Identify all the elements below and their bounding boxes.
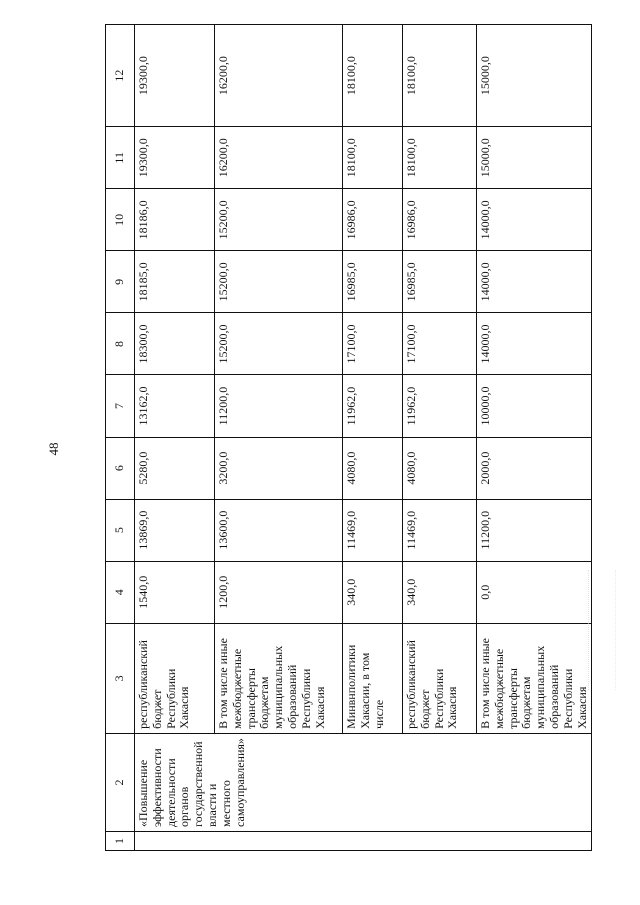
value-cell: 14000,0 — [477, 251, 592, 313]
value-cell: 16986,0 — [343, 189, 403, 251]
value-cell: 11200,0 — [477, 499, 592, 561]
table-row — [135, 25, 215, 851]
value-cell: 18300,0 — [135, 313, 215, 375]
page-number: 48 — [46, 442, 61, 456]
value-cell: 15000,0 — [477, 127, 592, 189]
value-cell: 340,0 — [403, 561, 477, 623]
value-cell: 15200,0 — [215, 251, 343, 313]
value-cell: 10000,0 — [477, 375, 592, 437]
column-number: 8 — [106, 313, 135, 375]
column-number: 4 — [106, 561, 135, 623]
table-row — [477, 25, 592, 851]
value-cell: 18100,0 — [343, 25, 403, 127]
program-name-cell: «Повышение эффективности деятельности органов государственной власти и местного самоуправления» — [135, 733, 592, 831]
value-cell: 13869,0 — [135, 499, 215, 561]
value-cell: 14000,0 — [477, 313, 592, 375]
value-cell: 18185,0 — [135, 251, 215, 313]
value-cell: 11962,0 — [403, 375, 477, 437]
column-number: 6 — [106, 437, 135, 499]
column-number: 11 — [106, 127, 135, 189]
value-cell: 17100,0 — [343, 313, 403, 375]
value-cell: 3200,0 — [215, 437, 343, 499]
funding-source-cell: республиканский бюджет Республики Хакасия — [135, 623, 215, 733]
value-cell: 11469,0 — [343, 499, 403, 561]
value-cell: 11962,0 — [343, 375, 403, 437]
value-cell: 16985,0 — [403, 251, 477, 313]
value-cell: 4080,0 — [403, 437, 477, 499]
table-row — [403, 25, 477, 851]
value-cell: 11200,0 — [215, 375, 343, 437]
value-cell: 19300,0 — [135, 127, 215, 189]
value-cell: 14000,0 — [477, 189, 592, 251]
value-cell: 15000,0 — [477, 25, 592, 127]
value-cell: 4080,0 — [343, 437, 403, 499]
value-cell: 340,0 — [343, 561, 403, 623]
value-cell: 16986,0 — [403, 189, 477, 251]
value-cell: 19300,0 — [135, 25, 215, 127]
table-row — [343, 25, 403, 851]
column-number: 5 — [106, 499, 135, 561]
value-cell: 18100,0 — [343, 127, 403, 189]
header-row — [106, 25, 135, 851]
value-cell: 15200,0 — [215, 189, 343, 251]
column-number: 3 — [106, 623, 135, 733]
value-cell: 18100,0 — [403, 127, 477, 189]
funding-source-cell: Минвнполитики Хакасии, в том числе — [343, 623, 403, 733]
column-number: 9 — [106, 251, 135, 313]
value-cell: 11469,0 — [403, 499, 477, 561]
value-cell: 1200,0 — [215, 561, 343, 623]
column-number: 1 — [106, 831, 135, 850]
value-cell: 16985,0 — [343, 251, 403, 313]
column-number: 10 — [106, 189, 135, 251]
value-cell: 2000,0 — [477, 437, 592, 499]
index-cell — [135, 831, 592, 850]
value-cell: 15200,0 — [215, 313, 343, 375]
value-cell: 17100,0 — [403, 313, 477, 375]
column-number: 2 — [106, 733, 135, 831]
funding-source-cell: В том числе иные межбюджетные трансферты бюджетам муниципальных образований Республики Хакасия — [215, 623, 343, 733]
value-cell: 5280,0 — [135, 437, 215, 499]
scan-artifact — [588, 570, 616, 690]
value-cell: 1540,0 — [135, 561, 215, 623]
budget-table — [105, 24, 592, 851]
table-row — [215, 25, 343, 851]
value-cell: 0,0 — [477, 561, 592, 623]
value-cell: 16200,0 — [215, 127, 343, 189]
column-number: 7 — [106, 375, 135, 437]
column-number: 12 — [106, 25, 135, 127]
value-cell: 18186,0 — [135, 189, 215, 251]
funding-source-cell: республиканский бюджет Республики Хакасия — [403, 623, 477, 733]
value-cell: 13600,0 — [215, 499, 343, 561]
funding-source-cell: В том числе иные межбюджетные трансферты бюджетам муниципальных образований Республики Хакасия — [477, 623, 592, 733]
rotated-table-container — [105, 24, 589, 851]
value-cell: 13162,0 — [135, 375, 215, 437]
value-cell: 16200,0 — [215, 25, 343, 127]
value-cell: 18100,0 — [403, 25, 477, 127]
